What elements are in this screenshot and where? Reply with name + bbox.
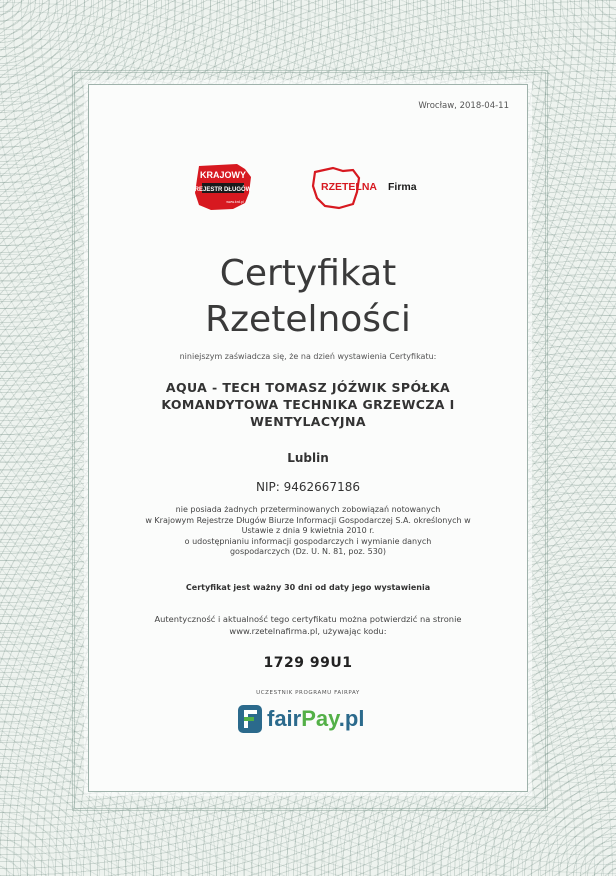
verification-line-2: www.rzetelnafirma.pl, używając kodu: <box>229 626 387 636</box>
intro-text: niniejszym zaświadcza się, że na dzień wystawienia Certyfikatu: <box>179 352 437 361</box>
title-line-2: Rzetelności <box>205 299 411 340</box>
company-nip: NIP: 9462667186 <box>256 480 360 494</box>
company-city: Lublin <box>287 451 329 465</box>
declaration-text <box>109 505 507 558</box>
krd-logo-url: www.krd.pl <box>226 200 244 204</box>
rf-logo-part1: RZETELNA <box>321 181 377 193</box>
krd-logo-line2: REJESTR DŁUGÓW <box>194 187 252 193</box>
declaration-line: nie posiada żadnych przeterminowanych zobowiązań notowanych <box>175 505 441 514</box>
fairpay-word-pay: Pay <box>301 706 339 731</box>
logo-row <box>89 163 527 213</box>
company-name: AQUA - TECH TOMASZ JÓŹWIK SPÓŁKA KOMANDYTOWA TECHNIKA GRZEWCZA I WENTYLACYJNA <box>161 380 455 429</box>
verification-line-1: Autentyczność i aktualność tego certyfikatu można potwierdzić na stronie <box>154 614 462 624</box>
verification-text <box>109 613 507 637</box>
rf-logo-part2: Firma <box>388 181 417 193</box>
verification-code: 1729 99U1 <box>263 655 353 671</box>
fairpay-wordmark <box>267 704 364 734</box>
krd-logo <box>193 163 253 211</box>
certificate-title <box>89 251 527 343</box>
certificate-panel <box>88 84 528 792</box>
declaration-line: gospodarczych (Dz. U. N. 81, poz. 530) <box>229 547 387 556</box>
krd-logo-line1: KRAJOWY <box>199 170 247 180</box>
rzetelna-firma-logo <box>311 166 427 210</box>
issue-date: Wrocław, 2018-04-11 <box>418 101 509 111</box>
validity-note: Certyfikat jest ważny 30 dni od daty jego wystawienia <box>185 583 431 592</box>
fairpay-word-fair: fair <box>267 706 302 731</box>
fairpay-logo <box>237 704 377 736</box>
fairpay-mark-icon <box>237 704 263 734</box>
declaration-line: w Krajowym Rejestrze Długów Biurze Informacji Gospodarczej S.A. określonych w <box>145 515 471 525</box>
declaration-line: Ustawie z dnia 9 kwietnia 2010 r. <box>241 526 375 535</box>
fairpay-word-domain: .pl <box>338 706 365 731</box>
declaration-line: o udostępnianiu informacji gospodarczych i wymianie danych <box>184 536 432 546</box>
title-line-1: Certyfikat <box>219 253 397 294</box>
program-label: UCZESTNIK PROGRAMU FAIRPAY <box>256 690 360 696</box>
